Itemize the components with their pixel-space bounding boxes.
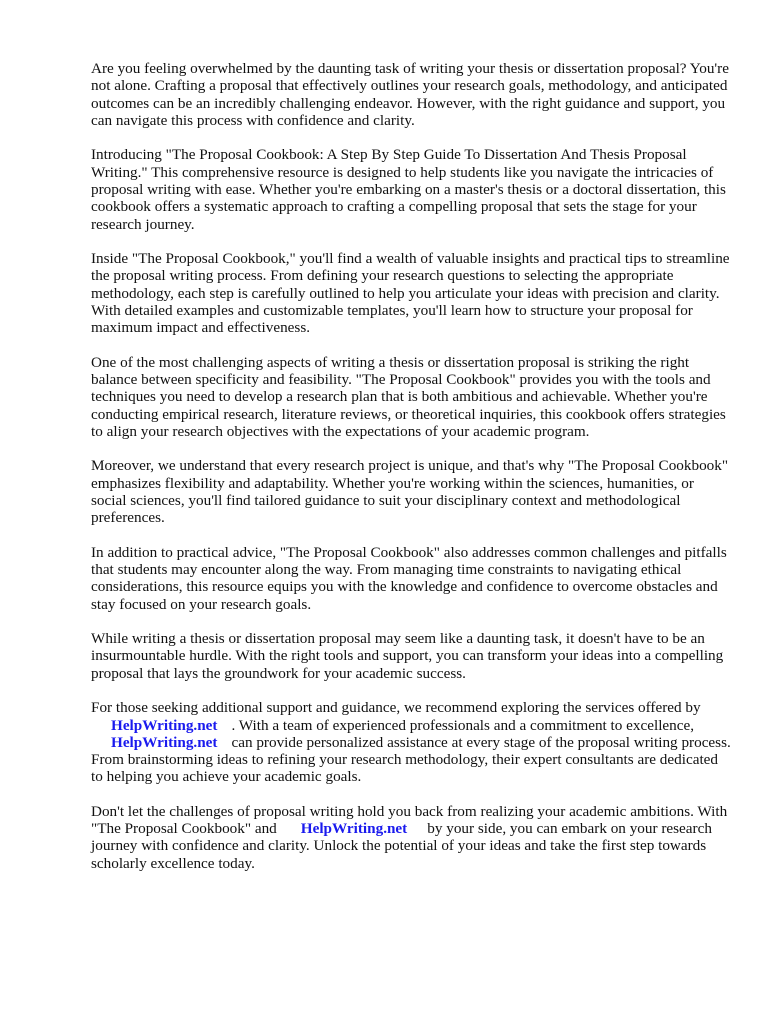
paragraph-practical-advice: In addition to practical advice, "The Proposal Cookbook" also addresses common challenges and pitfalls that students may encounter along the way. From managing time constraints to navigating ethical considerations, this resource equips you with the knowledge and confidence to overcome obstacles and stay focused on your research goals. [91,543,727,613]
helpwriting-link-3[interactable]: HelpWriting.net [300,820,408,838]
paragraph-moreover: Moreover, we understand that every research project is unique, and that's why "The Proposal Cookbook" emphasizes flexibility and adaptability. Whether you're working within the sciences, humanities, or social sciences, you'll find tailored guidance to suit your disciplinary context and methodological preferences. [91,457,729,527]
closing-after-link: by your side, you can embark on your research journey with confidence and clarity. Unlock the potential of your ideas and take the first step towards scholarly excellence today. [91,820,712,872]
document-body [91,60,731,889]
paragraph-inside: Inside "The Proposal Cookbook," you'll find a wealth of valuable insights and practical tips to streamline the proposal writing process. From defining your research questions to selecting the appropriate methodology, each step is carefully outlined to help you articulate your ideas with precision and clarity. With detailed examples and customizable templates, you'll learn how to structure your proposal for maximum impact and effectiveness. [91,250,730,337]
paragraph-introducing: Introducing "The Proposal Cookbook: A Step By Step Guide To Dissertation And Thesis Proposal Writing." This comprehensive resource is designed to help students like you navigate the intricacies of proposal writing with ease. Whether you're embarking on a master's thesis or a doctoral dissertation, this cookbook offers a systematic approach to crafting a compelling proposal that sets the stage for your research journey. [91,146,726,233]
closing-before-link: Don't let the challenges of proposal writing hold you back from realizing your academic ambitions. With "The Proposal Cookbook" and [91,802,728,838]
helpwriting-link-1[interactable]: HelpWriting.net [111,716,218,734]
helpwriting-link-2[interactable]: HelpWriting.net [111,733,218,751]
support-after-link-2: can provide personalized assistance at every stage of the proposal writing process. From brainstorming ideas to refining your research methodology, their expert consultants are dedicated to helping you achieve your academic goals. [91,733,731,786]
paragraph-daunting-task: While writing a thesis or dissertation proposal may seem like a daunting task, it doesn't have to be an insurmountable hurdle. With the right tools and support, you can transform your ideas into a compelling proposal that lays the groundwork for your academic success. [91,630,724,682]
paragraph-challenges: One of the most challenging aspects of writing a thesis or dissertation proposal is striking the right balance between specificity and feasibility. "The Proposal Cookbook" provides you with the tools and techniques you need to develop a research plan that is both ambitious and achievable. Whether you're conducting empirical research, literature reviews, or theoretical inquiries, this cookbook offers strategies to align your research objectives with the expectations of your academic program. [91,353,726,440]
paragraph-intro: Are you feeling overwhelmed by the daunting task of writing your thesis or dissertation proposal? You're not alone. Crafting a proposal that effectively outlines your research goals, methodology, and anticipated outcomes can be an incredibly challenging endeavor. However, with the right guidance and support, you can navigate this process with confidence and clarity. [91,60,729,129]
paragraph-support [91,699,731,785]
paragraph-closing [91,803,731,872]
support-line-1: For those seeking additional support and guidance, we recommend exploring the services offered by [91,699,701,717]
support-after-link-1: . With a team of experienced professionals and a commitment to excellence, [231,716,695,734]
